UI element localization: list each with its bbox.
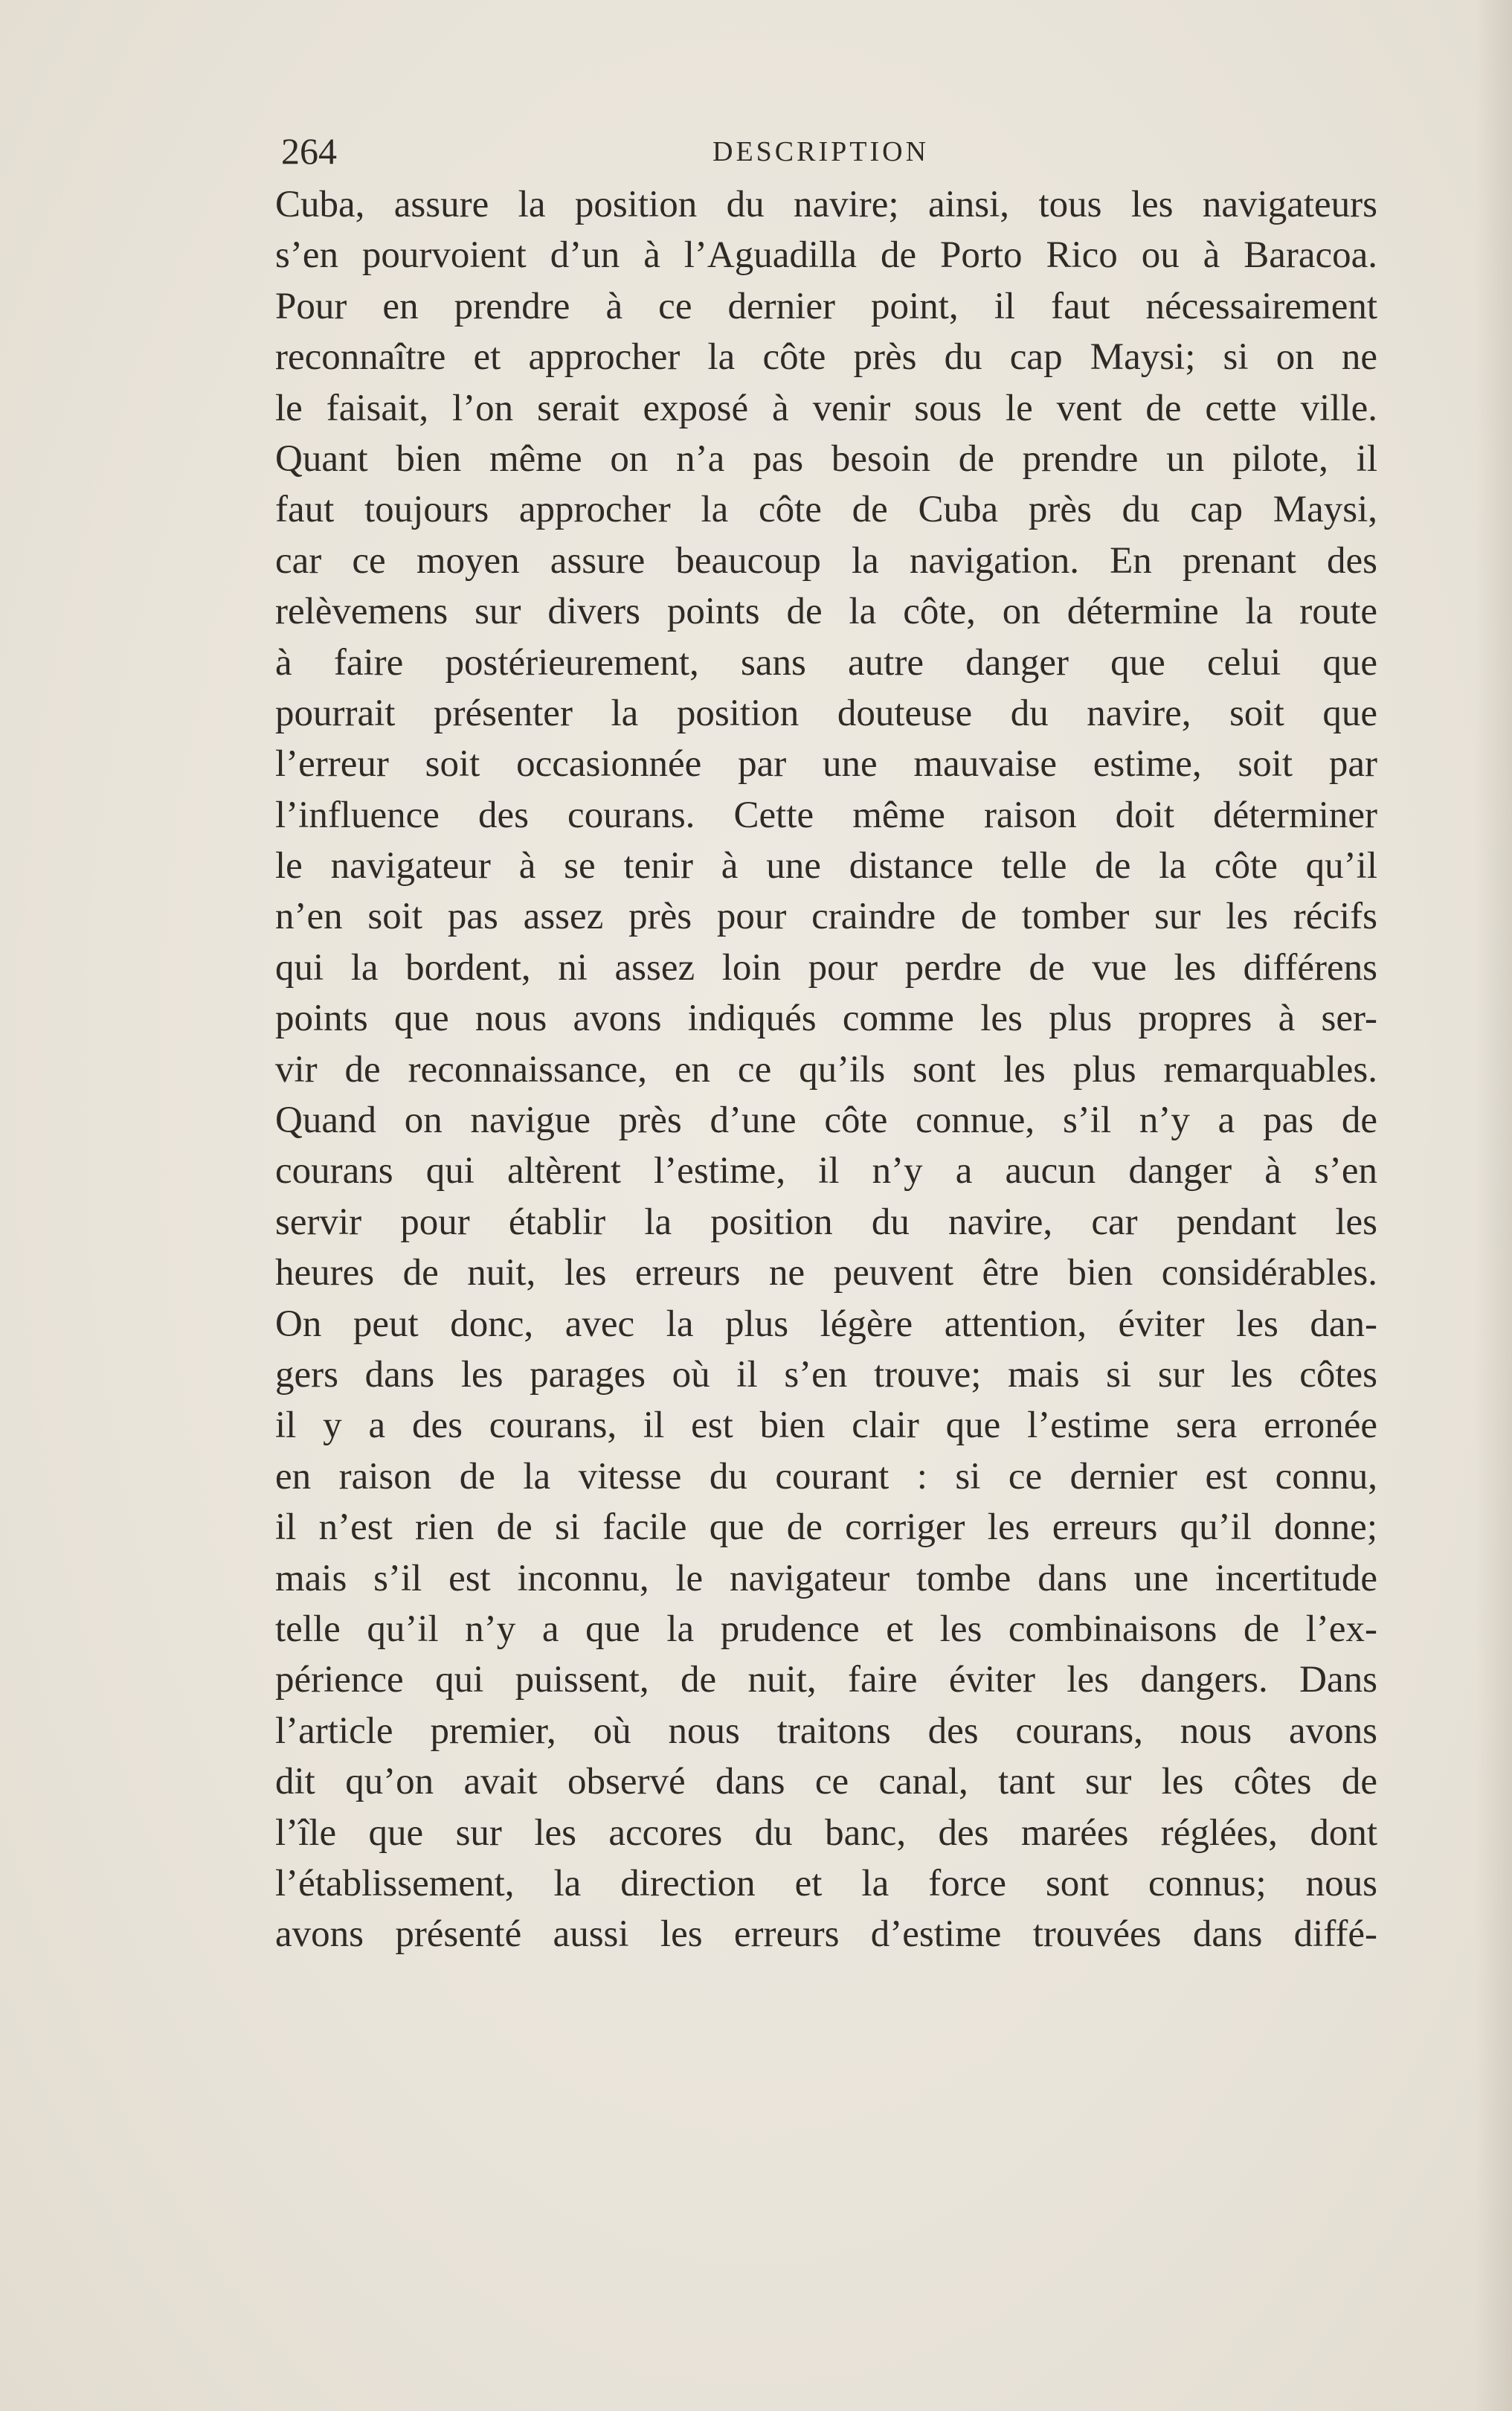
text-line: l’île que sur les accores du banc, des marées réglées, dont xyxy=(275,1811,1377,1854)
text-line: points que nous avons indiqués comme les plus propres à ser- xyxy=(275,998,1377,1040)
text-line: heures de nuit, les erreurs ne peuvent être bien considérables. xyxy=(275,1252,1377,1294)
text-line: périence qui puissent, de nuit, faire éviter les dangers. Dans xyxy=(275,1659,1377,1701)
text-line: l’influence des courans. Cette même raison doit déterminer xyxy=(275,794,1377,836)
text-line: vir de reconnaissance, en ce qu’ils sont les plus remarquables. xyxy=(275,1048,1377,1091)
text-line: Cuba, assure la position du navire; ainsi, tous les navigateurs xyxy=(275,184,1377,225)
text-line: car ce moyen assure beaucoup la navigation. En prenant des xyxy=(275,539,1377,582)
text-line: On peut donc, avec la plus légère attention, éviter les dan- xyxy=(275,1303,1377,1345)
text-line: courans qui altèrent l’estime, il n’y a aucun danger à s’en xyxy=(275,1150,1377,1192)
text-line: le faisait, l’on serait exposé à venir sous le vent de cette ville. xyxy=(275,387,1377,429)
text-line: mais s’il est inconnu, le navigateur tombe dans une incertitude xyxy=(275,1557,1377,1599)
text-line: servir pour établir la position du navire, car pendant les xyxy=(275,1201,1377,1243)
text-line: il n’est rien de si facile que de corriger les erreurs qu’il donne; xyxy=(275,1506,1377,1549)
running-title: DESCRIPTION xyxy=(712,136,930,167)
text-line: qui la bordent, ni assez loin pour perdre de vue les différens xyxy=(275,946,1377,989)
text-line: le navigateur à se tenir à une distance telle de la côte qu’il xyxy=(275,845,1377,887)
text-line: reconnaître et approcher la côte près du cap Maysi; si on ne xyxy=(275,336,1377,379)
text-line: n’en soit pas assez près pour craindre de tomber sur les récifs xyxy=(275,896,1377,938)
text-line: s’en pourvoient d’un à l’Aguadilla de Porto Rico ou à Baracoa. xyxy=(275,234,1377,277)
page-number: 264 xyxy=(281,130,337,172)
running-head xyxy=(281,125,1376,177)
text-line: avons présenté aussi les erreurs d’estime trouvées dans diffé- xyxy=(275,1913,1377,1956)
text-line: à faire postérieurement, sans autre danger que celui que xyxy=(275,641,1377,684)
text-line: Pour en prendre à ce dernier point, il faut nécessairement xyxy=(275,285,1377,327)
text-line: Quant bien même on n’a pas besoin de prendre un pilote, il xyxy=(275,437,1377,480)
text-line: l’erreur soit occasionnée par une mauvaise estime, soit par xyxy=(275,743,1377,786)
text-line: l’article premier, où nous traitons des courans, nous avons xyxy=(275,1709,1377,1752)
text-line: dit qu’on avait observé dans ce canal, tant sur les côtes de xyxy=(275,1761,1377,1803)
text-line: il y a des courans, il est bien clair que l’estime sera erronée xyxy=(275,1404,1377,1447)
text-line: l’établissement, la direction et la force sont connus; nous xyxy=(275,1862,1377,1904)
text-line: relèvemens sur divers points de la côte, on détermine la route xyxy=(275,591,1377,633)
text-line: pourrait présenter la position douteuse du navire, soit que xyxy=(275,692,1377,734)
text-line: faut toujours approcher la côte de Cuba près du cap Maysi, xyxy=(275,489,1377,531)
body-text xyxy=(275,179,1377,1960)
text-line: en raison de la vitesse du courant : si ce dernier est connu, xyxy=(275,1455,1377,1497)
text-line: gers dans les parages où il s’en trouve; mais si sur les côtes xyxy=(275,1353,1377,1396)
text-line: Quand on navigue près d’une côte connue, s’il n’y a pas de xyxy=(275,1099,1377,1142)
text-line: telle qu’il n’y a que la prudence et les combinaisons de l’ex- xyxy=(275,1608,1377,1650)
